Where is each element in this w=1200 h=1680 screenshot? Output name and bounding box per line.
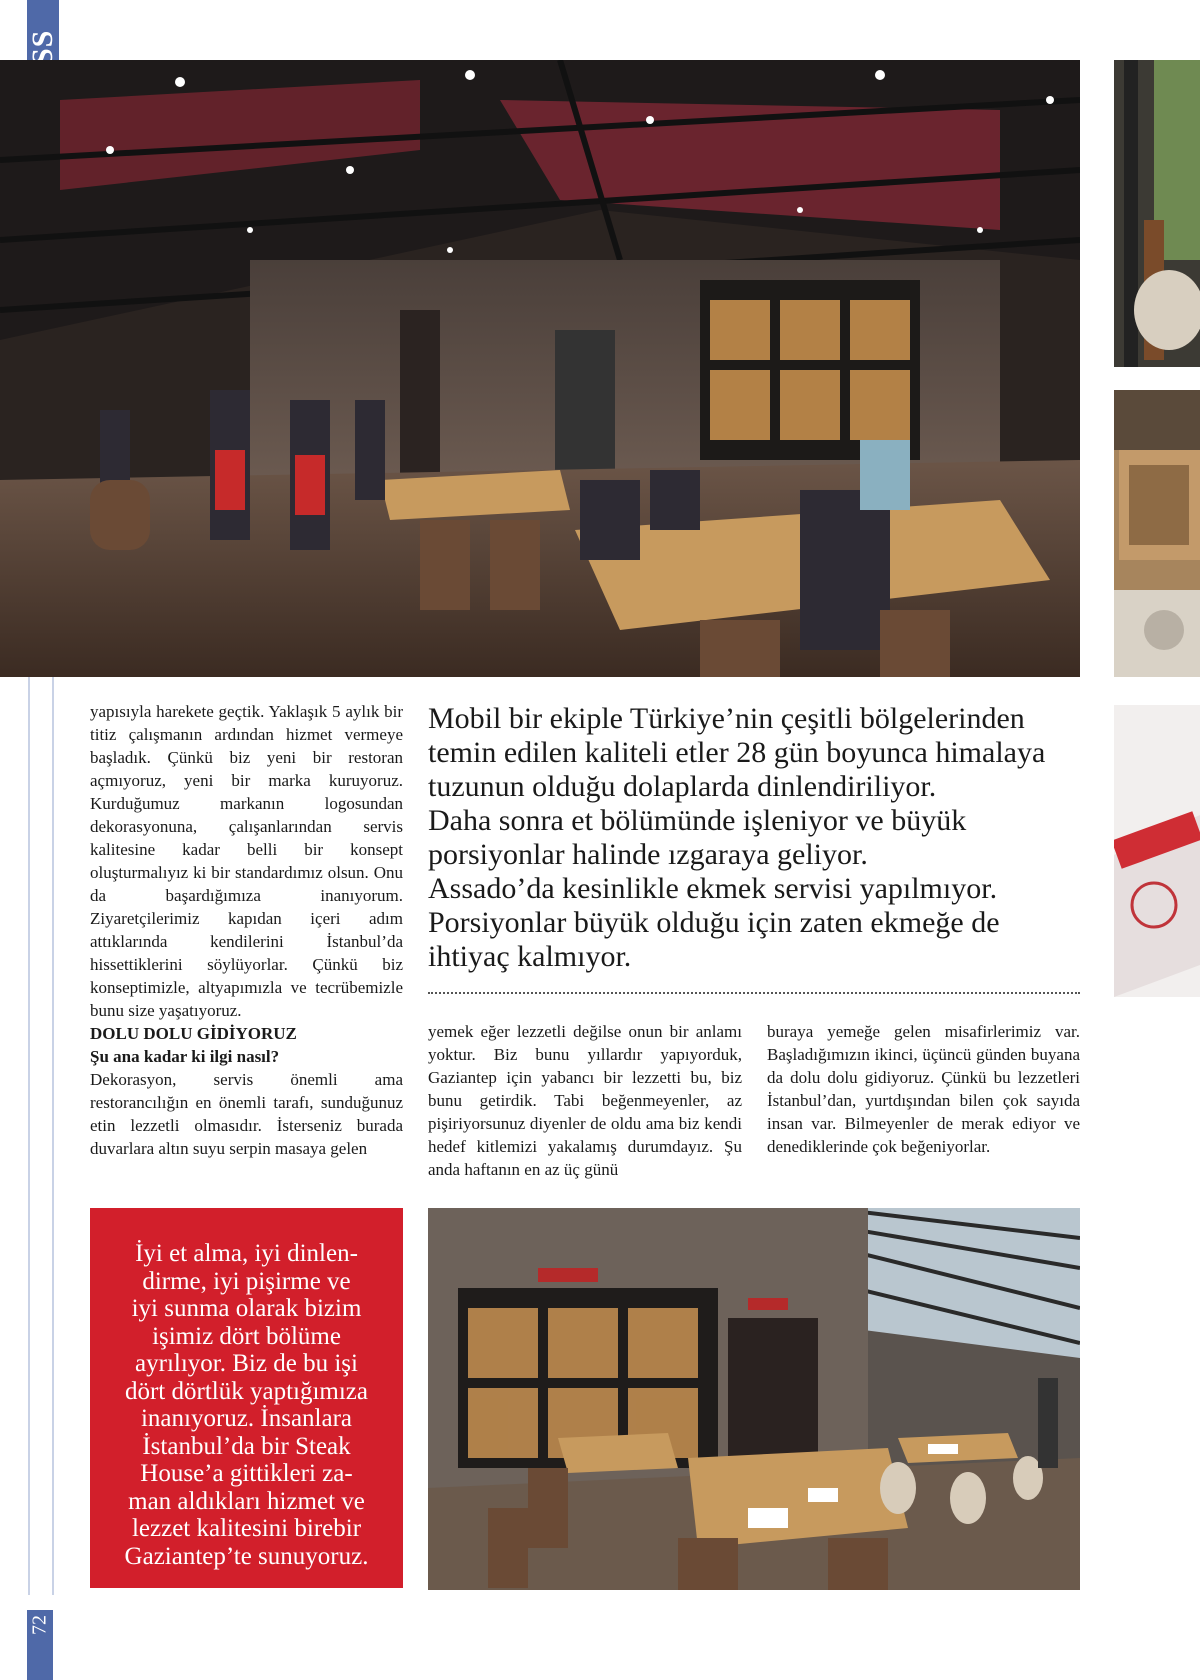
page-number: 72 — [28, 1615, 51, 1635]
side-photo-window-chair — [1114, 60, 1200, 367]
pull-quote — [428, 702, 1080, 974]
pull-quote-line: tuzunun olduğu dolaplarda dinlendiriliyor. — [428, 770, 937, 803]
dotted-divider — [428, 992, 1080, 994]
red-callout-box — [90, 1208, 403, 1588]
right-paragraph: buraya yemeğe gelen misafirlerimiz var. Başladığımızın ikinci, üçüncü günden buyana da dolu dolu gidiyoruz. Çünkü bu lezzetleri İstanbul’dan, yurtdışından bilen çok sayıda insan var. Bilmeyenler de merak ediyor ve denediklerinde çok beğeniyorlar. — [767, 1022, 1080, 1156]
pull-quote-line: ihtiyaç kalmıyor. — [428, 940, 632, 973]
interview-answer: Dekorasyon, servis önemli ama restorancılığın en önemli tarafı, sunduğunuz etin lezzetli olmasıdır. İsterseniz burada duvarlara altın suyu serpin masaya gelen — [90, 1070, 403, 1158]
left-text-column — [90, 700, 403, 1160]
red-callout-line: Gaziantep’te sunuyoruz. — [124, 1542, 369, 1570]
left-intro-paragraph: yapısıyla harekete geçtik. Yaklaşık 5 aylık bir titiz çalışmanın ardından hizmet vermeye başladık. Çünkü biz yeni bir restoran açmıyoruz, yeni bir marka kuruyoruz. Kurduğumuz markanın logosundan dekorasyonuna, çalışanlarından servis kalitesine kadar belli bir konsept oluşturmalıyız ki bir standardımız olsun. Onu da başardığımıza inanıyorum. Ziyaretçilerimiz kapıdan içeri adım attıklarında kendilerini İstanbul’da hissettiklerini söylüyorlar. Çünkü biz konseptimizle, altyapımızla ve tecrübemizle bunu size yaşatıyoruz. — [90, 702, 403, 1020]
interview-question: Şu ana kadar ki ilgi nasıl? — [90, 1047, 280, 1066]
red-callout-line: dört dörtlük yaptığımıza — [124, 1377, 368, 1405]
middle-text-column — [428, 1020, 742, 1181]
pull-quote-line: porsiyonlar halinde ızgaraya geliyor. — [428, 838, 868, 871]
pull-quote-line: Assado’da kesinlikle ekmek servisi yapılmıyor. — [428, 872, 998, 905]
pull-quote-line: Daha sonra et bölümünde işleniyor ve büyük — [428, 804, 967, 837]
pull-quote-line: Porsiyonlar büyük olduğu için zaten ekmeğe de — [428, 906, 1000, 939]
red-callout-line: inanıyoruz. İnsanlara — [140, 1405, 353, 1432]
bottom-photo-terrace — [428, 1208, 1080, 1590]
section-heading: DOLU DOLU GİDİYORUZ — [90, 1024, 297, 1043]
red-callout-line: işimiz dört bölüme — [152, 1322, 341, 1350]
red-callout-line: İstanbul’da bir Steak — [142, 1432, 351, 1460]
middle-paragraph: yemek eğer lezzetli değilse onun bir anlamı yoktur. Biz bunu yıllardır yapıyorduk, Gaziantep için yabancı bir lezzetti bu, biz bunu getirdik. Tabi beğenmeyenler, az pişiriyorsunuz diyenler de oldu ama biz kendi hedef kitlemizi yakalamış durumdayız. Şu anda haftanın en az üç günü — [428, 1022, 742, 1179]
red-callout-line: ayrılıyor. Biz de bu işi — [135, 1350, 358, 1377]
hero-photo-restaurant-interior — [0, 60, 1080, 677]
red-callout-line: iyi sunma olarak bizim — [131, 1295, 362, 1322]
red-callout-line: House’a gittikleri za- — [140, 1460, 353, 1487]
red-callout-text — [90, 1240, 403, 1570]
pull-quote-line: Mobil bir ekiple Türkiye’nin çeşitli bölgelerinden — [428, 702, 1025, 735]
red-callout-line: lezzet kalitesini birebir — [131, 1515, 362, 1542]
red-callout-line: man aldıkları hizmet ve — [128, 1487, 365, 1515]
right-text-column — [767, 1020, 1080, 1158]
red-callout-line: İyi et alma, iyi dinlen- — [135, 1240, 358, 1267]
side-photo-assado-menu — [1114, 705, 1200, 997]
pull-quote-line: temin edilen kaliteli etler 28 gün boyunca himalaya — [428, 736, 1046, 769]
red-callout-line: dirme, iyi pişirme ve — [142, 1267, 351, 1295]
side-photo-wooden-crate — [1114, 390, 1200, 677]
